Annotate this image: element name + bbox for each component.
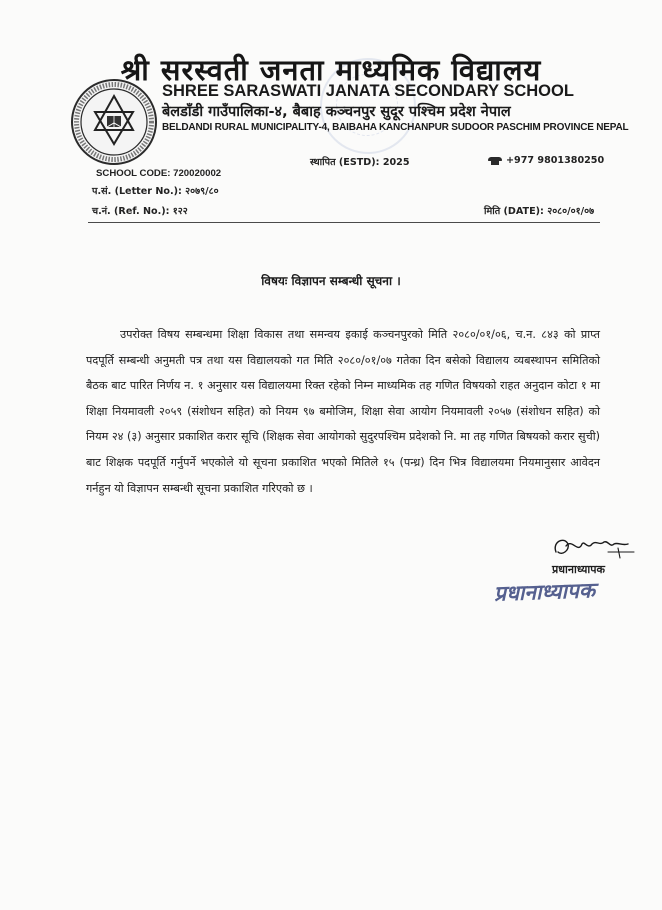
letter-date: मिति (DATE): २०८०/०१/०७ [484, 206, 595, 217]
signer-title: प्रधानाध्यापक [552, 563, 605, 576]
reference-number: च.नं. (Ref. No.): १२२ [92, 206, 188, 217]
school-name-nepali: श्री सरस्वती जनता माध्यमिक विद्यालय [120, 53, 542, 87]
phone-number: +977 9801380250 [506, 155, 605, 166]
phone-contact [488, 155, 604, 166]
school-logo-icon [70, 78, 158, 166]
school-code: SCHOOL CODE: 720020002 [96, 168, 222, 179]
school-name-english: SHREE SARASWATI JANATA SECONDARY SCHOOL [162, 82, 574, 100]
phone-icon [488, 157, 502, 165]
handwritten-signature [548, 532, 638, 562]
established-year: स्थापित (ESTD): 2025 [310, 157, 410, 168]
principal-stamp: प्रधानाध्यापक [493, 578, 596, 606]
letter-subject: विषयः विज्ञापन सम्बन्धी सूचना । [261, 274, 401, 288]
header-divider [88, 222, 600, 223]
letter-number: प.सं. (Letter No.): २०७९/८० [92, 186, 219, 197]
letter-body: उपरोक्त विषय सम्बन्धमा शिक्षा विकास तथा समन्वय इकाई कञ्चनपुरको मिति २०८०/०१/०६, च.न. ८४३ को प्राप्त पदपूर्ति सम्बन्धी अनुमती पत्र तथा यस विद्यालयको गत मिति २०८०/०१/०७ गतेका दिन बसेको विद्यालय व्यबस्थापन समितिको बैठक बाट पारित निर्णय न. १ अनुसार यस विद्यालयमा रिक्त रहेको निम्न माध्यमिक तह गणित विषयको राहत अनुदान कोटा १ मा शिक्षा नियमावली २०५९ (संशोधन सहित) को नियम ९७ बमोजिम, शिक्षा सेवा आयोग नियमावली २०५७ (संशोधन सहित) को नियम २४ (३) अनुसार प्रकाशित करार सूचि (शिक्षक सेवा आयोगको सुदुरपश्चिम प्रदेशको नि. मा तह गणित बिषयको करार सुची) बाट शिक्षक पदपूर्ति गर्नुपर्ने भएकोले यो सूचना प्रकाशित भएको मितिले १५ (पन्ध्र) दिन भित्र विद्यालयमा नियमानुसार आवेदन गर्नहुन यो विज्ञापन सम्बन्धी सूचना प्रकाशित गरिएको छ । [86, 328, 600, 495]
address-nepali: बेलडाँडी गाउँपालिका-४, बैबाह कञ्चनपुर सुदूर पश्चिम प्रदेश नेपाल [162, 104, 511, 120]
address-english: BELDANDI RURAL MUNICIPALITY-4, BAIBAHA KANCHANPUR SUDOOR PASCHIM PROVINCE NEPAL [162, 122, 629, 133]
